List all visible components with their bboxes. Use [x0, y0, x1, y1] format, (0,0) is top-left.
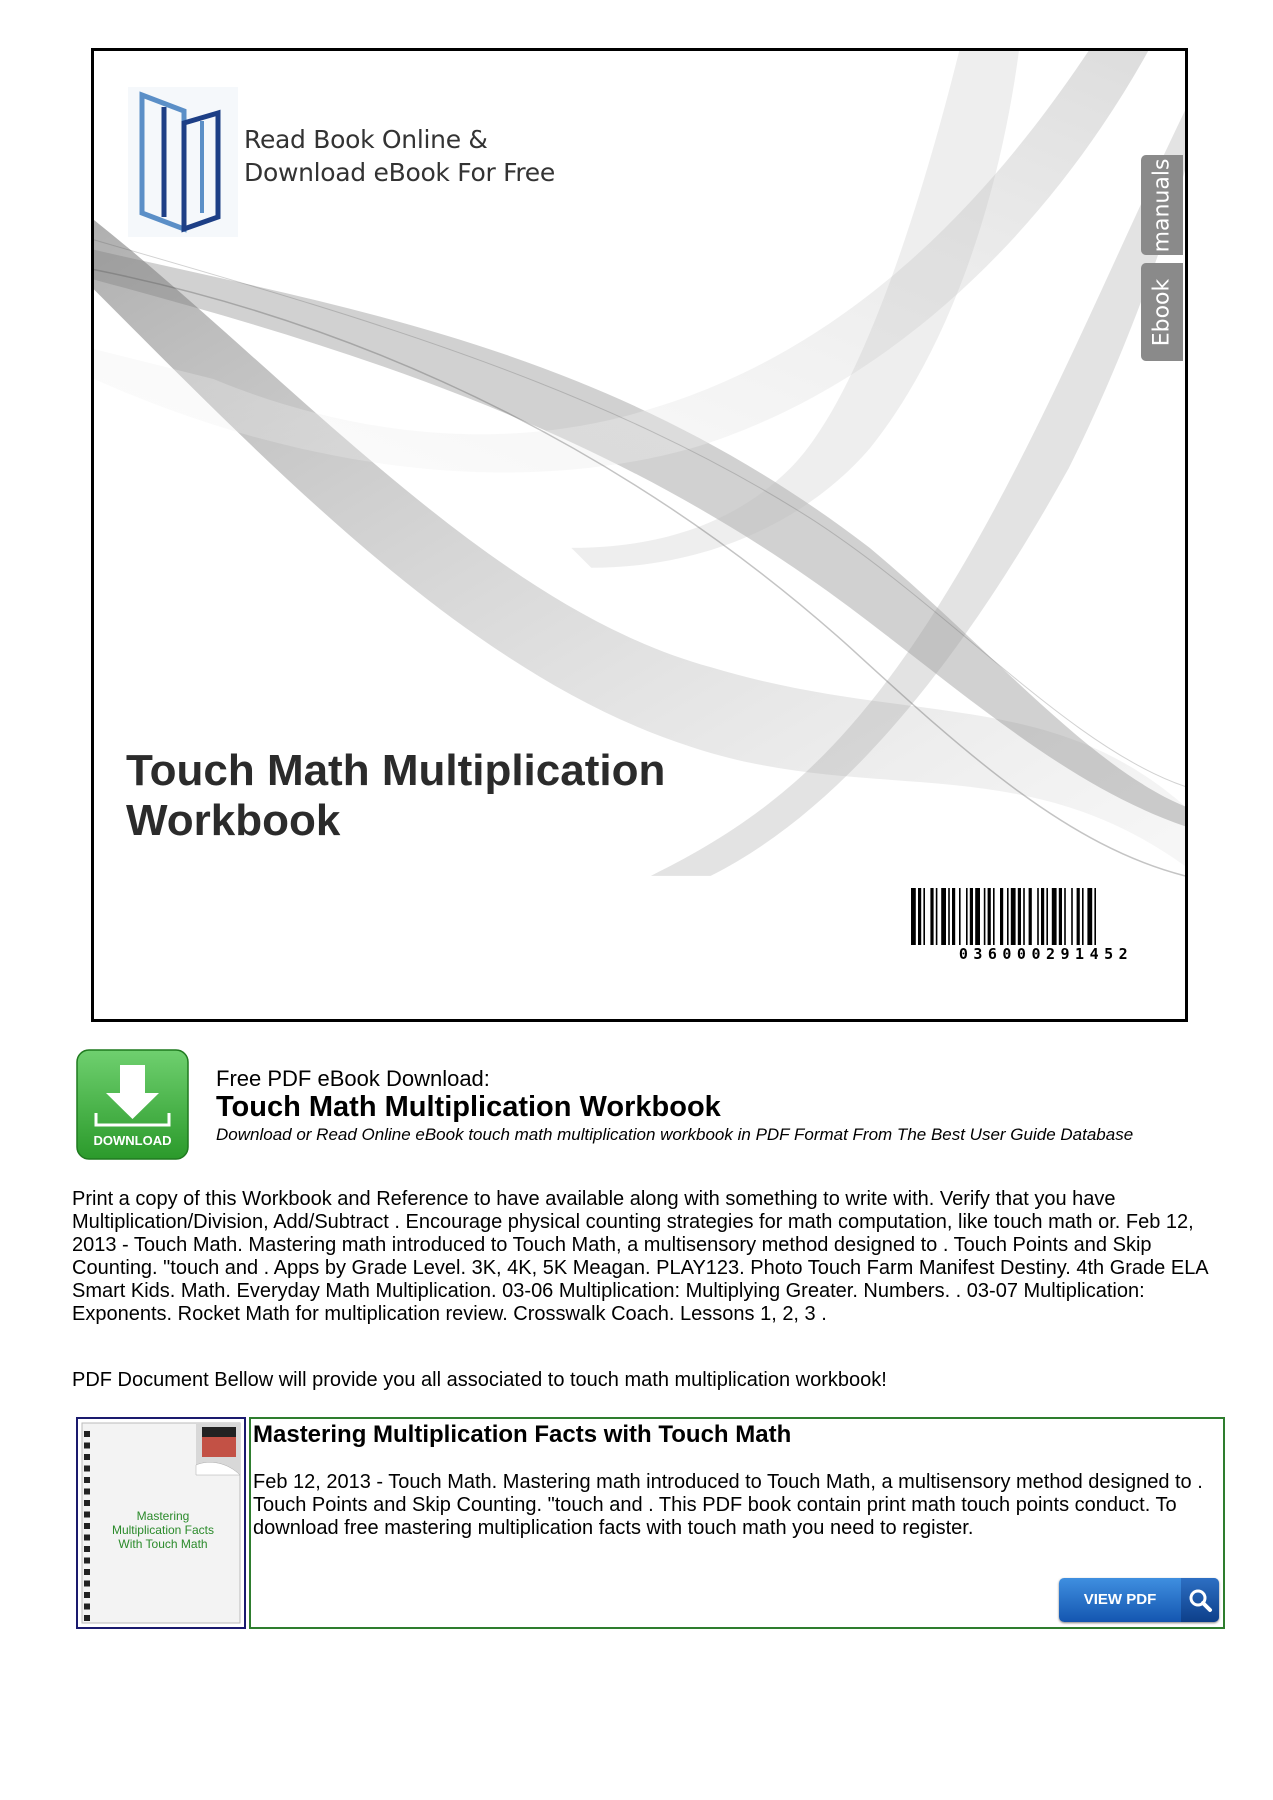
- download-pre-title: Free PDF eBook Download:: [216, 1066, 490, 1091]
- download-subtitle: Download or Read Online eBook touch math multiplication workbook in PDF Format From The Best User Guide Database: [216, 1125, 1134, 1144]
- cover-title-line-1: Touch Math Multiplication: [126, 746, 666, 795]
- logo-line-1: Read Book Online &: [244, 125, 488, 154]
- thumb-line-3: With Touch Math: [118, 1537, 208, 1551]
- download-icon[interactable]: [76, 1049, 189, 1160]
- side-tab-manuals: manuals: [1141, 155, 1183, 255]
- magnifier-icon: [1181, 1578, 1219, 1622]
- logo-tagline: [244, 123, 555, 189]
- download-icon-label: DOWNLOAD: [93, 1133, 172, 1148]
- book-thumbnail[interactable]: [76, 1417, 246, 1629]
- description-paragraph: Print a copy of this Workbook and Reference to have available along with something to write with. Verify that you have Multiplication/Division, Add/Subtract . Encourage physical counting strategies for math computation, like touch math or. Feb 12, 2013 - Touch Math. Mastering math introduced to Touch Math, a multisensory method designed to . Touch Points and Skip Counting. "touch and . Apps by Grade Level. 3K, 4K, 5K Meagan. PLAY123. Photo Touch Farm Manifest Destiny. 4th Grade ELA Smart Kids. Math. Everyday Math Multiplication. 03-06 Multiplication: Multiplying Greater. Numbers. . 03-07 Multiplication: Exponents. Rocket Math for multiplication review. Crosswalk Coach. Lessons 1, 2, 3 .: [72, 1188, 1208, 1325]
- cover-title-line-2: Workbook: [126, 796, 341, 845]
- book-logo-icon: [128, 87, 238, 237]
- thumb-line-2: Multiplication Facts: [111, 1523, 215, 1537]
- cover-title: [126, 746, 826, 846]
- thumbnail-caption: [88, 1509, 238, 1551]
- logo-line-2: Download eBook For Free: [244, 158, 555, 187]
- result-card: [249, 1417, 1225, 1629]
- result-title[interactable]: Mastering Multiplication Facts with Touch Math: [253, 1421, 792, 1448]
- book-cover: [91, 48, 1188, 1022]
- side-tab-ebook: Ebook: [1141, 263, 1183, 361]
- download-title: Touch Math Multiplication Workbook: [216, 1091, 721, 1123]
- pdf-document-note: PDF Document Bellow will provide you all associated to touch math multiplication workbook!: [72, 1369, 887, 1391]
- result-description: Feb 12, 2013 - Touch Math. Mastering math introduced to Touch Math, a multisensory method designed to . Touch Points and Skip Counting. "touch and . This PDF book contain print math touch points conduct. To download free mastering multiplication facts with touch math you need to register.: [253, 1471, 1203, 1539]
- view-pdf-label: VIEW PDF: [1083, 1591, 1157, 1608]
- thumb-line-1: Mastering: [136, 1509, 190, 1523]
- cover-swoosh-art: [94, 51, 1185, 1019]
- barcode-icon: [909, 888, 1183, 961]
- view-pdf-button[interactable]: [1059, 1578, 1219, 1622]
- barcode-digits: 036000291452: [958, 945, 1134, 961]
